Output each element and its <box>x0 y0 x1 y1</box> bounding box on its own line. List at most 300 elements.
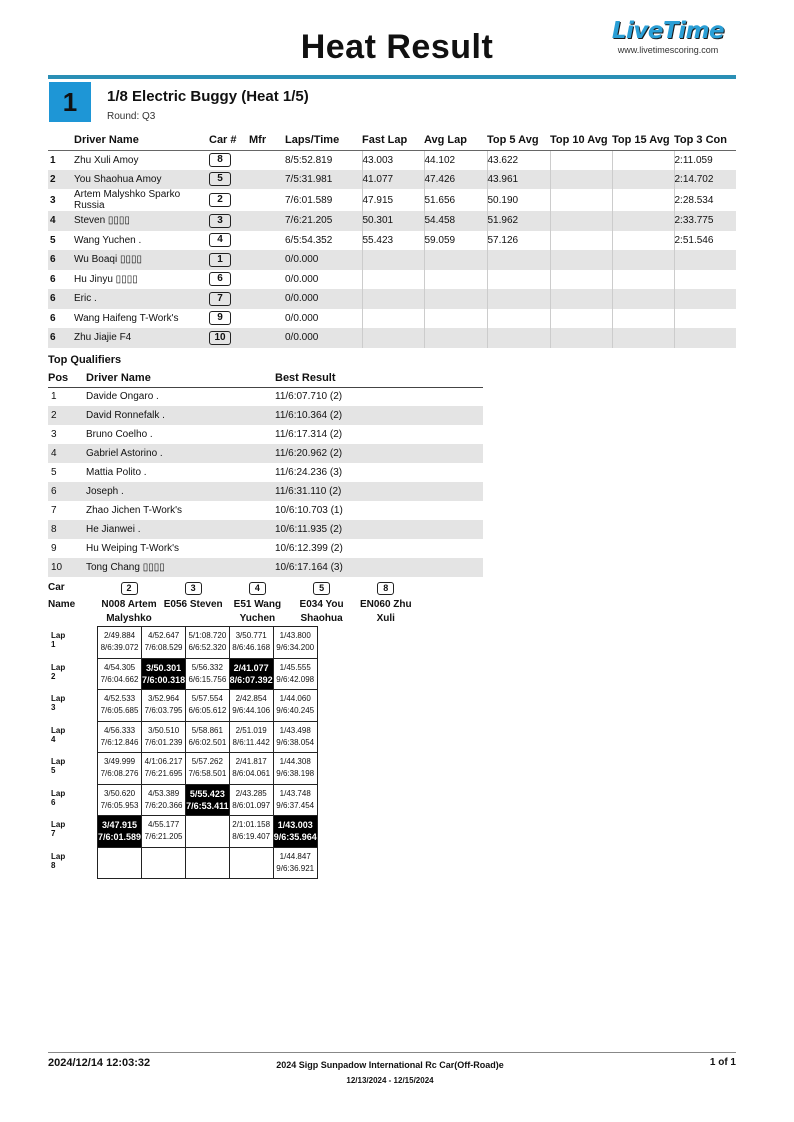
tq-driver: He Jianwei . <box>86 520 275 539</box>
result-top3-con: 2:11.059 <box>674 150 736 170</box>
result-laps-time: 0/0.000 <box>285 328 362 348</box>
result-top3-con <box>674 250 736 270</box>
lap-cumulative-time: 7/6:21.205 <box>144 832 183 842</box>
result-row <box>48 150 736 170</box>
lap-cumulative-time: 9/6:38.198 <box>276 769 315 779</box>
tq-row <box>48 406 483 425</box>
result-avg-lap <box>424 250 487 270</box>
result-position: 6 <box>50 273 56 285</box>
result-top10-avg <box>550 270 612 290</box>
lap-row <box>98 816 318 848</box>
result-top5-avg <box>487 250 550 270</box>
lap-cell <box>273 721 317 753</box>
lap-cell <box>142 721 186 753</box>
tq-row <box>48 425 483 444</box>
lap-chart-driver-name: Xuli <box>376 613 395 624</box>
lap-chart-car-header <box>225 582 289 626</box>
result-driver: Wang Haifeng T-Work's <box>74 312 179 324</box>
tq-position: 8 <box>48 520 86 539</box>
car-number-badge: 5 <box>209 172 231 186</box>
lap-cumulative-time: 9/6:40.245 <box>276 706 315 716</box>
result-row <box>48 289 736 309</box>
lap-position-time: 4/55.177 <box>148 820 180 830</box>
top-qualifiers-title: Top Qualifiers <box>48 354 122 366</box>
lap-position-time: 5/55.423 <box>189 788 225 799</box>
result-car-cell <box>209 270 249 290</box>
result-top15-avg <box>612 270 674 290</box>
car-number-badge: 9 <box>209 311 231 325</box>
lap-label: Lap 2 <box>51 662 66 681</box>
result-driver: Eric . <box>74 289 209 309</box>
tq-position: 4 <box>48 444 86 463</box>
result-top3-con: 2:33.775 <box>674 211 736 231</box>
lap-cumulative-time: 7/6:53.411 <box>186 800 229 811</box>
col-fast-lap: Fast Lap <box>362 130 424 150</box>
lap-chart-driver-name: Shaohua <box>300 613 343 624</box>
result-laps-time: 0/0.000 <box>285 312 319 324</box>
lap-label: Lap 4 <box>51 725 66 744</box>
result-position: 2 <box>48 170 74 190</box>
lap-cell <box>98 847 142 879</box>
result-top10-avg <box>550 170 612 190</box>
result-avg-lap: 59.059 <box>424 231 487 251</box>
lap-position-time: 3/49.999 <box>103 757 136 767</box>
lap-cumulative-time: 7/6:05.953 <box>100 800 139 810</box>
results-header-row <box>48 130 736 150</box>
logo-text: LiveTime <box>611 18 725 44</box>
result-avg-lap <box>424 270 487 290</box>
result-top3-con: 2:14.702 <box>674 170 736 190</box>
result-avg-lap <box>424 309 487 329</box>
tq-row <box>48 520 483 539</box>
result-fast-lap: 55.423 <box>362 231 424 251</box>
lap-label: Lap 7 <box>51 820 66 838</box>
lap-cell <box>273 847 317 879</box>
lap-cell <box>229 816 273 848</box>
result-position: 6 <box>48 328 74 348</box>
result-top15-avg <box>612 309 674 329</box>
lap-position-time: 2/43.285 <box>235 788 267 798</box>
result-laps-time: 7/6:21.205 <box>285 211 362 231</box>
result-car-cell <box>209 170 249 190</box>
lap-position-time: 5/58.861 <box>191 725 223 735</box>
result-top5-avg <box>487 309 550 329</box>
result-laps-time: 0/0.000 <box>285 289 362 309</box>
lap-cell <box>186 690 230 722</box>
tq-best-result: 11/6:07.710 (2) <box>275 391 343 403</box>
result-driver: You Shaohua Amoy <box>74 170 209 190</box>
result-top10-avg <box>550 309 612 329</box>
result-position: 6 <box>48 289 74 309</box>
lap-chart-driver-name: N008 Artem <box>101 599 157 610</box>
result-top3-con <box>674 328 736 348</box>
result-mfr <box>249 309 285 329</box>
car-number-badge: 4 <box>209 233 231 247</box>
result-fast-lap: 41.077 <box>362 170 424 190</box>
result-fast-lap: 43.003 <box>362 150 424 170</box>
lap-cumulative-time: 6/6:02.501 <box>188 737 227 747</box>
top-qualifiers-table <box>48 370 483 577</box>
lap-cell <box>273 658 317 690</box>
lap-row <box>98 721 318 753</box>
lap-position-time: 5/56.332 <box>191 662 223 672</box>
lap-cell <box>98 753 142 785</box>
lap-position-time: 4/1:06.217 <box>144 757 183 767</box>
tq-best-result: 11/6:31.110 (2) <box>275 482 483 501</box>
lap-row <box>98 690 318 722</box>
tq-header-row <box>48 370 483 387</box>
result-driver: Zhu Jiajie F4 <box>74 328 209 348</box>
tq-best-result: 10/6:11.935 (2) <box>275 520 483 539</box>
lap-chart-driver-name: E51 Wang <box>233 599 282 610</box>
lap-cell <box>229 627 273 659</box>
result-row <box>48 250 736 270</box>
car-number-badge: 2 <box>209 193 231 207</box>
lap-cumulative-time: 8/6:46.168 <box>232 643 271 653</box>
result-top5-avg <box>487 289 550 309</box>
result-row <box>48 170 736 190</box>
lap-cell <box>186 784 230 816</box>
tq-driver: Joseph . <box>86 482 275 501</box>
result-car-cell <box>209 189 249 211</box>
result-top3-con: 2:28.534 <box>674 189 736 211</box>
result-top3-con: 2:51.546 <box>674 231 736 251</box>
results-table <box>48 130 736 348</box>
result-avg-lap <box>424 328 487 348</box>
result-top3-con <box>674 270 736 290</box>
tq-position: 6 <box>48 482 86 501</box>
lap-position-time: 1/43.748 <box>279 788 311 798</box>
lap-position-time: 5/57.262 <box>191 757 223 767</box>
col-car: Car # <box>209 130 249 150</box>
lap-position-time: 2/51.019 <box>235 725 267 735</box>
logo-url[interactable]: www.livetimescoring.com <box>617 45 719 55</box>
lap-position-time: 3/47.915 <box>102 820 138 831</box>
result-top15-avg <box>612 250 674 270</box>
tq-row <box>48 482 483 501</box>
lap-cell <box>186 753 230 785</box>
lap-cell <box>142 847 186 879</box>
heat-name: 1/8 Electric Buggy (Heat 1/5) <box>107 88 309 105</box>
tq-best-result: 11/6:10.364 (2) <box>275 406 483 425</box>
tq-row <box>48 387 483 406</box>
lap-chart-car-header <box>161 582 225 612</box>
result-top5-avg: 43.961 <box>487 170 550 190</box>
lap-label: Lap 3 <box>51 694 66 712</box>
lap-chart-car-badge: 4 <box>249 582 266 595</box>
lap-cumulative-time: 9/6:36.921 <box>276 863 315 873</box>
lap-cell <box>186 658 230 690</box>
lap-position-time: 3/52.964 <box>148 694 180 704</box>
event-name: 2024 Sigp Sunpadow International Rc Car(Off-Road)e <box>276 1060 504 1070</box>
result-top15-avg <box>612 211 674 231</box>
lap-cumulative-time: 6/6:15.756 <box>188 674 227 684</box>
lap-position-time: 1/44.060 <box>279 694 311 704</box>
lap-cumulative-time: 7/6:58.501 <box>188 769 227 779</box>
lap-cell <box>98 658 142 690</box>
printed-timestamp: 2024/12/14 12:03:32 <box>48 1057 151 1069</box>
lap-chart-car-badge: 3 <box>185 582 202 595</box>
result-driver: Artem Malyshko Sparko Russia <box>74 189 181 211</box>
tq-best-result: 11/6:17.314 (2) <box>275 429 343 440</box>
lap-cell <box>273 690 317 722</box>
tq-col-pos: Pos <box>48 370 86 387</box>
lap-position-time: 4/54.305 <box>103 662 136 672</box>
lap-cell <box>229 753 273 785</box>
col-avg-lap: Avg Lap <box>424 130 487 150</box>
lap-cumulative-time: 6/6:05.612 <box>188 706 227 716</box>
result-laps-time: 7/5:31.981 <box>285 170 362 190</box>
lap-cell <box>142 658 186 690</box>
lap-position-time: 4/53.389 <box>148 788 180 798</box>
tq-row <box>48 444 483 463</box>
result-position: 6 <box>50 312 56 324</box>
lap-cumulative-time: 9/6:37.454 <box>276 800 315 810</box>
tq-col-best: Best Result <box>275 370 483 387</box>
tq-position: 10 <box>48 558 86 577</box>
lap-cumulative-time: 7/6:00.318 <box>142 674 186 685</box>
lap-row <box>98 753 318 785</box>
result-laps-time: 0/0.000 <box>285 273 319 285</box>
result-row <box>48 270 736 290</box>
lap-position-time: 5/57.554 <box>191 694 223 704</box>
lap-position-time: 2/1:01.158 <box>232 820 271 830</box>
result-fast-lap <box>362 309 424 329</box>
lap-cell <box>142 753 186 785</box>
car-number-badge: 10 <box>209 331 231 345</box>
result-driver: Steven ▯▯▯▯ <box>74 211 209 231</box>
result-top3-con <box>674 309 736 329</box>
result-fast-lap <box>362 289 424 309</box>
lap-cell <box>273 627 317 659</box>
result-top3-con <box>674 289 736 309</box>
result-top15-avg <box>612 231 674 251</box>
footer-divider <box>48 1052 736 1053</box>
header-divider <box>48 75 736 79</box>
livetime-logo[interactable] <box>598 18 738 55</box>
lap-label: Lap 8 <box>51 851 66 870</box>
lap-chart-driver-name: E034 You <box>299 599 344 610</box>
lap-cumulative-time: 9/6:34.200 <box>276 643 315 653</box>
result-top15-avg <box>612 328 674 348</box>
lap-cell <box>229 784 273 816</box>
result-fast-lap <box>362 250 424 270</box>
result-row <box>48 189 736 211</box>
result-car-cell <box>209 250 249 270</box>
lap-chart-driver-name: Yuchen <box>239 613 276 624</box>
tq-best-result: 10/6:10.703 (1) <box>275 505 343 516</box>
round-label: Round: Q3 <box>107 111 156 122</box>
result-avg-lap <box>424 289 487 309</box>
lap-cumulative-time: 8/6:07.392 <box>229 674 273 685</box>
result-position: 6 <box>48 250 74 270</box>
result-position: 4 <box>48 211 74 231</box>
tq-row <box>48 558 483 577</box>
lap-cumulative-time: 7/6:21.695 <box>144 769 183 779</box>
result-car-cell <box>209 150 249 170</box>
result-position: 5 <box>50 234 56 246</box>
result-mfr <box>249 231 285 251</box>
lap-cell <box>98 627 142 659</box>
result-driver: Zhu Xuli Amoy <box>74 154 139 166</box>
result-top10-avg <box>550 289 612 309</box>
result-position: 1 <box>50 154 56 166</box>
result-top5-avg <box>487 328 550 348</box>
result-top5-avg: 51.962 <box>487 211 550 231</box>
lap-cumulative-time: 7/6:08.529 <box>144 643 183 653</box>
lap-chart-car-header <box>290 582 354 626</box>
lap-cell <box>273 753 317 785</box>
lap-cell <box>98 721 142 753</box>
result-avg-lap: 51.656 <box>424 189 487 211</box>
tq-position: 3 <box>51 429 57 440</box>
result-top10-avg <box>550 189 612 211</box>
tq-row <box>48 501 483 520</box>
tq-position: 7 <box>51 505 57 516</box>
result-mfr <box>249 270 285 290</box>
lap-label: Lap 1 <box>51 631 66 649</box>
result-top15-avg <box>612 289 674 309</box>
result-car-cell <box>209 328 249 348</box>
tq-position: 2 <box>48 406 86 425</box>
lap-cell <box>186 847 230 879</box>
result-avg-lap: 44.102 <box>424 150 487 170</box>
lap-cumulative-time: 8/6:04.061 <box>232 769 271 779</box>
result-mfr <box>249 189 285 211</box>
result-mfr <box>249 211 285 231</box>
col-top15-avg: Top 15 Avg <box>612 130 674 150</box>
result-avg-lap: 47.426 <box>424 170 487 190</box>
lap-cell <box>142 627 186 659</box>
lap-cumulative-time: 7/6:04.662 <box>100 674 139 684</box>
lap-cumulative-time: 8/6:19.407 <box>232 832 271 842</box>
lap-cumulative-time: 7/6:01.239 <box>144 737 183 747</box>
col-top3-con: Top 3 Con <box>674 130 736 150</box>
result-car-cell <box>209 309 249 329</box>
tq-driver: Zhao Jichen T-Work's <box>86 505 183 516</box>
lap-chart-car-header <box>97 582 161 626</box>
tq-row <box>48 463 483 482</box>
lap-cell <box>142 690 186 722</box>
lap-chart-car-badge: 5 <box>313 582 330 595</box>
result-top10-avg <box>550 211 612 231</box>
result-driver: Hu Jinyu ▯▯▯▯ <box>74 273 138 285</box>
result-car-cell <box>209 231 249 251</box>
lap-cell <box>273 816 317 848</box>
result-car-cell <box>209 289 249 309</box>
col-laps-time: Laps/Time <box>285 130 362 150</box>
result-top5-avg <box>487 270 550 290</box>
lap-cumulative-time: 9/6:38.054 <box>276 737 315 747</box>
lap-cell <box>98 690 142 722</box>
result-car-cell <box>209 211 249 231</box>
tq-position: 9 <box>51 543 57 554</box>
result-position: 3 <box>50 194 56 206</box>
result-top10-avg <box>550 250 612 270</box>
lap-label: Lap 6 <box>51 788 66 807</box>
lap-position-time: 1/43.800 <box>279 631 311 641</box>
tq-best-result: 11/6:20.962 (2) <box>275 444 483 463</box>
col-top10-avg: Top 10 Avg <box>550 130 612 150</box>
lap-position-time: 1/44.847 <box>279 851 311 861</box>
lap-cell <box>186 816 230 848</box>
tq-row <box>48 539 483 558</box>
lap-cell <box>229 847 273 879</box>
col-driver-name: Driver Name <box>74 130 209 150</box>
result-fast-lap <box>362 270 424 290</box>
lap-position-time: 1/43.003 <box>277 820 313 831</box>
lap-position-time: 1/43.498 <box>279 725 311 735</box>
result-mfr <box>249 170 285 190</box>
result-row <box>48 231 736 251</box>
result-fast-lap: 47.915 <box>362 189 424 211</box>
result-laps-time: 0/0.000 <box>285 250 362 270</box>
result-laps-time: 6/5:54.352 <box>285 234 333 246</box>
lap-cumulative-time: 7/6:01.589 <box>98 832 142 843</box>
car-number-badge: 6 <box>209 272 231 286</box>
tq-driver: Hu Weiping T-Work's <box>86 543 180 554</box>
lap-cell <box>229 658 273 690</box>
lap-chart-name-label: Name <box>48 599 76 610</box>
lap-position-time: 2/49.884 <box>103 631 136 641</box>
lap-position-time: 3/50.771 <box>235 631 267 641</box>
lap-cumulative-time: 9/6:42.098 <box>276 674 315 684</box>
tq-driver: Mattia Polito . <box>86 467 147 478</box>
tq-driver: David Ronnefalk . <box>86 406 275 425</box>
car-number-badge: 3 <box>209 214 231 228</box>
lap-chart-driver-name: EN060 Zhu <box>359 599 412 610</box>
lap-cumulative-time: 7/6:12.846 <box>100 737 139 747</box>
lap-cumulative-time: 9/6:35.964 <box>273 832 317 843</box>
result-driver: Wang Yuchen . <box>74 234 142 246</box>
tq-position: 5 <box>51 467 57 478</box>
lap-position-time: 3/50.510 <box>148 725 180 735</box>
lap-label: Lap 5 <box>51 757 66 775</box>
lap-chart-car-badge: 8 <box>377 582 394 595</box>
result-top5-avg: 50.190 <box>487 189 550 211</box>
lap-position-time: 2/41.817 <box>235 757 267 767</box>
result-top5-avg: 43.622 <box>487 150 550 170</box>
lap-position-time: 4/52.533 <box>103 694 136 704</box>
lap-row <box>98 847 318 879</box>
car-number-badge: 8 <box>209 153 231 167</box>
result-fast-lap <box>362 328 424 348</box>
tq-position: 1 <box>51 391 57 403</box>
lap-chart-car-badge: 2 <box>121 582 138 595</box>
lap-position-time: 3/50.620 <box>103 788 136 798</box>
result-mfr <box>249 150 285 170</box>
lap-cumulative-time: 8/6:11.442 <box>232 737 270 747</box>
result-row <box>48 328 736 348</box>
result-mfr <box>249 289 285 309</box>
result-top15-avg <box>612 189 674 211</box>
car-number-badge: 1 <box>209 253 231 267</box>
tq-col-driver: Driver Name <box>86 370 275 387</box>
lap-position-time: 2/41.077 <box>233 662 269 673</box>
result-laps-time: 7/6:01.589 <box>285 194 333 206</box>
result-avg-lap: 54.458 <box>424 211 487 231</box>
tq-driver: Tong Chang ▯▯▯▯ <box>86 558 275 577</box>
lap-cell <box>229 690 273 722</box>
lap-position-time: 2/42.854 <box>235 694 267 704</box>
lap-cumulative-time: 8/6:39.072 <box>100 643 139 653</box>
lap-chart-driver-name: E056 Steven <box>163 599 223 610</box>
result-row <box>48 309 736 329</box>
tq-best-result: 11/6:24.236 (3) <box>275 467 343 478</box>
result-mfr <box>249 328 285 348</box>
page-number: 1 of 1 <box>709 1057 736 1068</box>
col-pos <box>48 130 74 150</box>
